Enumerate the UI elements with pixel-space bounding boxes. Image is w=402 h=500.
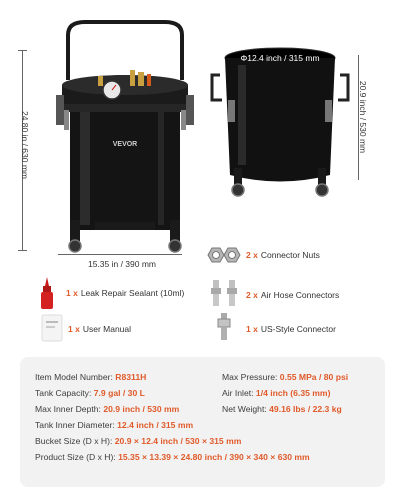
user-manual-icon — [41, 314, 63, 342]
air-hose-connectors-icon — [207, 278, 241, 308]
height-dimension-tick-bottom — [18, 250, 27, 251]
accessory-air-hose-connectors: 2 x Air Hose Connectors — [246, 290, 340, 300]
accessory-us-style-connector: 1 x US-Style Connector — [246, 324, 336, 334]
us-style-connector-icon — [209, 312, 239, 342]
accessory-user-manual: 1 x User Manual — [68, 324, 132, 334]
inner-bucket-illustration — [210, 40, 350, 200]
accessory-leak-sealant: 1 x Leak Repair Sealant (10ml) — [66, 288, 185, 298]
spec-tank-capacity: Tank Capacity: 7.9 gal / 30 L — [35, 388, 145, 398]
bucket-height-label: 20.9 inch / 530 mm — [358, 80, 368, 154]
spec-bucket-size: Bucket Size (D x H): 20.9 × 12.4 inch / 530 × 315 mm — [35, 436, 242, 446]
height-dimension-tick-top — [18, 50, 27, 51]
width-dimension-line — [58, 254, 182, 255]
spec-model-number: Item Model Number: R8311H — [35, 372, 147, 382]
spec-max-inner-depth: Max Inner Depth: 20.9 inch / 530 mm — [35, 404, 180, 414]
brand-logo: VEVOR — [112, 141, 138, 148]
spec-product-size: Product Size (D x H): 15.35 × 13.39 × 24.80 inch / 390 × 340 × 630 mm — [35, 452, 310, 462]
leak-sealant-icon — [38, 276, 56, 310]
width-dimension-label: 15.35 in / 390 mm — [87, 259, 157, 269]
connector-nuts-icon — [203, 245, 243, 265]
pressure-tank-illustration — [40, 10, 210, 255]
bucket-diameter-label: Φ12.4 inch / 315 mm — [240, 53, 320, 63]
height-dimension-label: 24.80 in / 630 mm — [20, 110, 30, 180]
spec-air-inlet: Air Inlet: 1/4 inch (6.35 mm) — [222, 388, 331, 398]
spec-tank-inner-diameter: Tank Inner Diameter: 12.4 inch / 315 mm — [35, 420, 194, 430]
accessory-connector-nuts: 2 x Connector Nuts — [246, 250, 320, 260]
spec-net-weight: Net Weight: 49.16 lbs / 22.3 kg — [222, 404, 342, 414]
spec-max-pressure: Max Pressure: 0.55 MPa / 80 psi — [222, 372, 349, 382]
